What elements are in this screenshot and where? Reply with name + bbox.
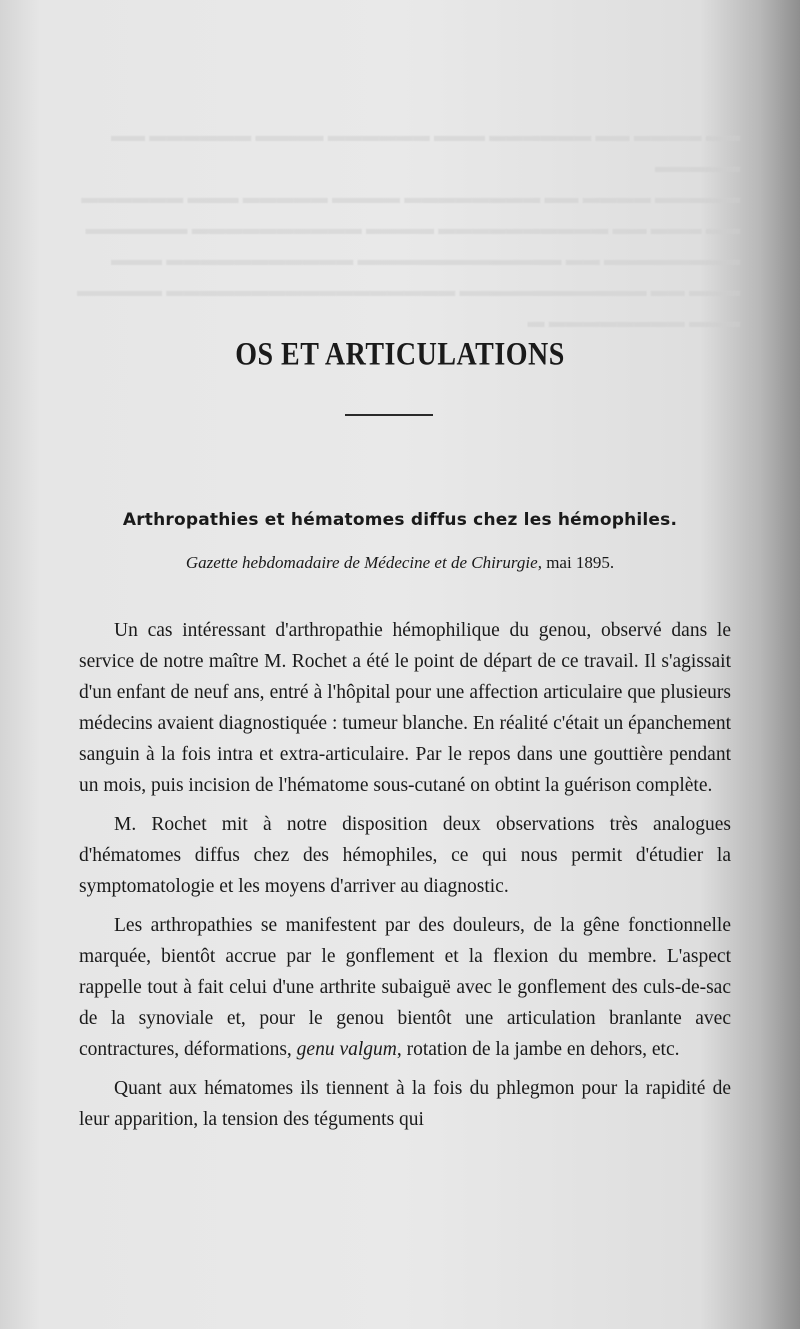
paragraph-4: Quant aux hématomes ils tiennent à la fois du phlegmon pour la rapidité de leur apparition, la tension des téguments qui: [79, 1078, 731, 1130]
paragraph-3-text-b: , rotation de la jambe en dehors, etc.: [396, 1039, 680, 1060]
section-heading: OS ET ARTICULATIONS: [235, 336, 565, 373]
article-title: Arthropathies et hématomes diffus chez les hémophiles.: [122, 510, 678, 530]
source-journal: Gazette hebdomadaire de Médecine et de Chirurgie: [185, 553, 538, 572]
article-body: [79, 615, 731, 1135]
paragraph-2: M. Rochet mit à notre disposition deux observations très analogues d'hématomes diffus chez des hémophiles, ce qui nous permit d'étudier la symptomatologie et les moyens d'arriver au diagnostic.: [79, 814, 731, 897]
paragraph-3: [79, 910, 731, 1065]
show-through-text: ▬▬ ▬▬▬▬ ▬▬ ▬▬▬▬▬▬ ▬▬▬ ▬▬▬▬▬▬ ▬▬▬▬ ▬▬▬▬▬▬ ▬▬ ▬▬▬▬▬ ▬▬▬▬▬ ▬▬▬▬ ▬▬ ▬▬▬▬▬▬▬▬ ▬▬▬▬ ▬▬▬▬▬ ▬▬▬ ▬▬▬▬▬▬ ▬▬ ▬▬▬ ▬▬ ▬▬▬▬▬▬▬▬▬▬ ▬▬▬▬ ▬▬▬▬▬▬▬▬▬▬ ▬▬▬▬▬▬ ▬▬▬▬▬▬▬▬ ▬▬ ▬▬▬▬▬▬▬▬▬▬▬▬ ▬▬▬▬▬▬▬▬▬▬▬ ▬▬▬ ▬▬▬ ▬▬ ▬▬▬▬▬▬▬▬▬▬▬ ▬▬▬▬▬▬▬▬▬▬▬▬▬▬▬▬▬ ▬▬▬▬▬ ▬▬▬ ▬▬▬▬▬▬▬▬ ▬: [77, 126, 740, 331]
paragraph-1: Un cas intéressant d'arthropathie hémophilique du genou, observé dans le service de notre maître M. Rochet a été le point de départ de ce travail. Il s'agissait d'un enfant de neuf ans, entré à l'hôpital pour une affection articulaire que plusieurs médecins avaient diagnostiquée : tumeur blanche. En réalité c'était un épanchement sanguin à la fois intra et extra-articulaire. Par le repos dans une gouttière pendant un mois, puis incision de l'hématome sous-cutané on obtint la guérison complète.: [79, 620, 731, 796]
paragraph-3-text-a: Les arthropathies se manifestent par des douleurs, de la gêne fonctionnelle marquée, bientôt accrue par le gonflement et la flexion du membre. L'aspect rappelle tout à fait celui d'une arthrite subaiguë avec le gonflement des culs-de-sac de la synoviale et, pour le genou bientôt une articulation branlante avec contractures, déformations,: [79, 915, 731, 1060]
heading-rule: [345, 414, 433, 416]
article-source: [0, 553, 800, 573]
paragraph-3-italic-term: genu valgum: [296, 1039, 397, 1060]
source-date: , mai 1895.: [537, 553, 615, 572]
